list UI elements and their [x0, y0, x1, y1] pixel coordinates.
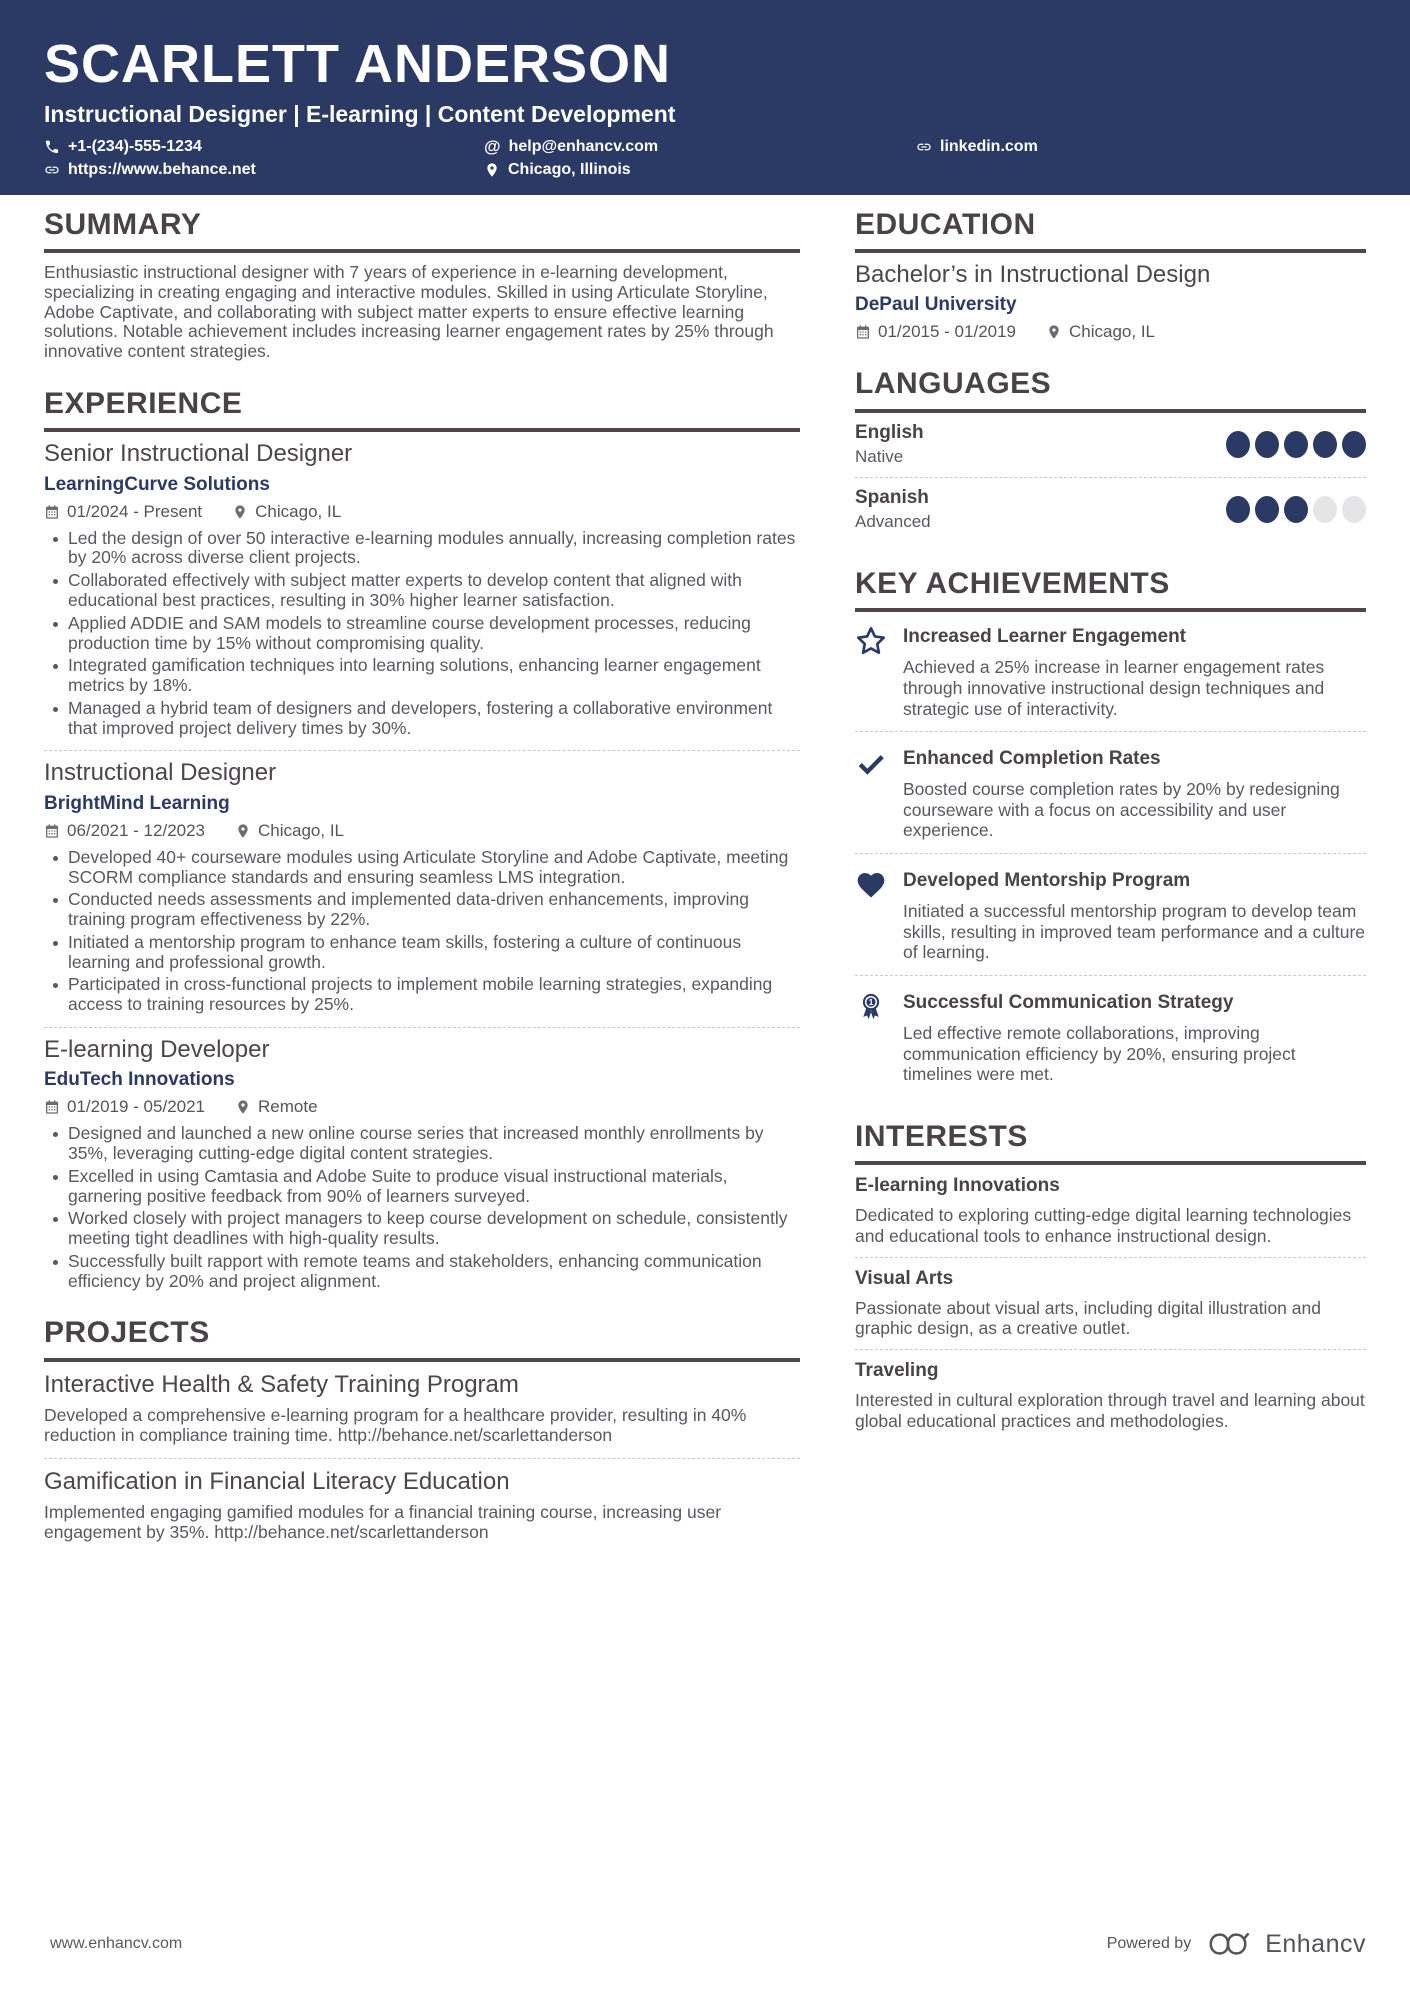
divider [44, 1027, 800, 1028]
powered-by-label: Powered by [1106, 1935, 1192, 1952]
interests-section [855, 1121, 1366, 1431]
phone-number: +1-(234)-555-1234 [68, 137, 202, 155]
language-proficiency-dot [1284, 431, 1308, 458]
language-level: Native [855, 446, 904, 466]
experience-item [44, 760, 800, 1015]
location-pin-icon [235, 823, 251, 839]
bullet-item: Designed and launched a new online course series that increased monthly enrollments by 35%, leveraging cutting-edge digital content strategies. [44, 1124, 800, 1164]
interest-item [855, 1175, 1366, 1246]
language-proficiency-dot [1284, 496, 1308, 523]
interest-item [855, 1268, 1366, 1339]
achievement-title: Enhanced Completion Rates [903, 748, 1161, 770]
job-meta [44, 502, 800, 522]
project-item [44, 1469, 800, 1543]
bullet-item: Collaborated effectively with subject matter experts to develop content that aligned with educational best practices, resulting in 30% higher learner satisfaction. [44, 571, 800, 611]
right-column [855, 209, 1366, 1439]
divider [855, 853, 1366, 854]
language-info [855, 487, 931, 532]
job-dates [44, 821, 205, 841]
header [0, 0, 1410, 195]
contact-linkedin[interactable] [916, 138, 1366, 156]
job-location [232, 502, 341, 522]
language-row [855, 413, 1366, 477]
education-dates [855, 322, 1016, 342]
language-proficiency-dots [1226, 496, 1366, 523]
phone-icon [44, 139, 60, 155]
content [0, 195, 1410, 1551]
interest-title: E-learning Innovations [855, 1175, 1060, 1197]
bullet-item: Worked closely with project managers to keep course development on schedule, consistently meeting tight deadlines with high-quality results. [44, 1209, 800, 1249]
dates-text: 01/2019 - 05/2021 [67, 1097, 206, 1117]
achievement-title: Developed Mentorship Program [903, 870, 1191, 892]
email-address: help@enhancv.com [508, 137, 659, 155]
dates-text: 06/2021 - 12/2023 [67, 820, 206, 840]
headline: Instructional Designer | E-learning | Content Development [44, 100, 676, 127]
summary-text: Enthusiastic instructional designer with 7 years of experience in e-learning development, specializing in creating engaging and interactive modules. Skilled in using Articulate Storyline, Adobe Captivate, and collaborating with subject matter experts to ensure effective learning solutions. Notable achievement includes increasing learner engagement rates by 25% through innovative content strategies. [44, 262, 774, 362]
powered-by [1107, 1929, 1366, 1959]
interest-text: Dedicated to exploring cutting-edge digital learning technologies and educational tools to enhance instructional design. [855, 1205, 1352, 1246]
summary-section [44, 209, 800, 362]
footer [50, 1929, 1366, 1959]
job-meta [44, 1097, 800, 1117]
project-title: Gamification in Financial Literacy Education [44, 1467, 510, 1495]
section-heading-summary: SUMMARY [44, 209, 800, 253]
left-column [44, 209, 800, 1551]
language-proficiency-dot [1255, 431, 1279, 458]
school-name: DePaul University [855, 294, 1017, 316]
language-proficiency-dots [1226, 431, 1366, 458]
divider [855, 975, 1366, 976]
experience-item [44, 1037, 800, 1292]
dates-text: 01/2024 - Present [67, 501, 203, 521]
project-title: Interactive Health & Safety Training Program [44, 1370, 519, 1398]
enhancv-logo-icon[interactable] [1205, 1929, 1251, 1959]
linkedin-url: linkedin.com [940, 137, 1038, 155]
language-proficiency-dot [1313, 496, 1337, 523]
section-heading-languages: LANGUAGES [855, 368, 1366, 412]
section-heading-projects: PROJECTS [44, 1317, 800, 1361]
achievement-content [903, 868, 1366, 963]
bullet-item: Integrated gamification techniques into learning solutions, enhancing learner engagement metrics by 18%. [44, 656, 800, 696]
projects-section [44, 1317, 800, 1542]
bullet-item: Applied ADDIE and SAM models to streamline course development processes, reducing production time by 15% without compromising quality. [44, 614, 800, 654]
website-url: https://www.behance.net [68, 160, 256, 178]
location-text: Chicago, IL [258, 820, 345, 840]
bullet-item: Initiated a mentorship program to enhance team skills, fostering a culture of continuous learning and professional growth. [44, 933, 800, 973]
job-bullets [44, 1124, 800, 1291]
education-section [855, 209, 1366, 343]
education-meta [855, 322, 1366, 342]
language-proficiency-dot [1342, 496, 1366, 523]
calendar-icon [44, 504, 60, 520]
achievement-item [855, 856, 1366, 973]
section-heading-interests: INTERESTS [855, 1121, 1366, 1165]
location-pin-icon [1046, 324, 1062, 340]
bullet-item: Successfully built rapport with remote teams and stakeholders, enhancing communication efficiency by 20% and project alignment. [44, 1252, 800, 1292]
achievement-text: Led effective remote collaborations, improving communication efficiency by 20%, ensuring project timelines were met. [903, 1023, 1296, 1085]
bullet-item: Excelled in using Camtasia and Adobe Suite to produce visual instructional materials, garnering positive feedback from 90% of learners surveyed. [44, 1167, 800, 1207]
location-pin-icon [235, 1099, 251, 1115]
achievement-title: Successful Communication Strategy [903, 992, 1234, 1014]
contact-location [484, 161, 916, 179]
checkmark-icon [855, 746, 889, 841]
enhancv-brand-name[interactable]: Enhancv [1265, 1929, 1366, 1958]
job-bullets [44, 529, 800, 739]
language-proficiency-dot [1255, 496, 1279, 523]
divider [44, 1458, 800, 1459]
job-dates [44, 1097, 205, 1117]
experience-section [44, 388, 800, 1291]
contact-bar [44, 138, 1366, 179]
interest-item [855, 1360, 1366, 1431]
languages-section [855, 368, 1366, 541]
section-heading-achievements: KEY ACHIEVEMENTS [855, 568, 1366, 612]
achievement-text: Boosted course completion rates by 20% by redesigning courseware with a focus on accessibility and user experience. [903, 779, 1340, 841]
experience-item [44, 441, 800, 738]
link-icon [916, 139, 932, 155]
location-text: Chicago, Illinois [508, 160, 631, 178]
job-title: Instructional Designer [44, 759, 277, 787]
star-icon [855, 624, 889, 719]
interest-text: Passionate about visual arts, including digital illustration and graphic design, as a creative outlet. [855, 1297, 1321, 1339]
achievement-title: Increased Learner Engagement [903, 626, 1186, 648]
location-pin-icon [232, 504, 248, 520]
language-level: Advanced [855, 511, 931, 531]
project-item [44, 1372, 800, 1446]
interest-text: Interested in cultural exploration through travel and learning about global educational practices and methodologies. [855, 1389, 1365, 1431]
dates-text: 01/2015 - 01/2019 [878, 322, 1017, 342]
job-location [235, 1097, 318, 1117]
divider [855, 1349, 1366, 1350]
job-title: Senior Instructional Designer [44, 440, 353, 468]
achievement-text: Initiated a successful mentorship program to develop team skills, resulting in improved team performance and a culture of learning. [903, 901, 1366, 963]
contact-website[interactable] [44, 161, 484, 179]
interest-title: Traveling [855, 1359, 939, 1381]
location-text: Remote [258, 1097, 318, 1117]
at-icon: @ [484, 137, 501, 157]
language-info [855, 422, 924, 467]
section-heading-experience: EXPERIENCE [44, 388, 800, 432]
location-text: Chicago, IL [1069, 322, 1156, 342]
contact-phone[interactable] [44, 138, 484, 156]
calendar-icon [44, 1099, 60, 1115]
medal-icon [855, 990, 889, 1085]
bullet-item: Managed a hybrid team of designers and developers, fostering a collaborative environment that improved project delivery times by 30%. [44, 699, 800, 739]
divider [44, 750, 800, 751]
job-bullets [44, 848, 800, 1015]
job-location [235, 821, 344, 841]
footer-website-link[interactable]: www.enhancv.com [50, 1935, 183, 1952]
language-proficiency-dot [1226, 431, 1250, 458]
calendar-icon [44, 823, 60, 839]
heart-icon [855, 868, 889, 963]
company-name: BrightMind Learning [44, 792, 230, 814]
achievements-section [855, 568, 1366, 1095]
job-title: E-learning Developer [44, 1035, 270, 1063]
person-name: SCARLETT ANDERSON [44, 34, 672, 94]
language-name: Spanish [855, 486, 929, 508]
section-heading-education: EDUCATION [855, 209, 1366, 253]
bullet-item: Participated in cross-functional projects to implement mobile learning strategies, expanding access to training resources by 25%. [44, 975, 800, 1015]
language-row [855, 478, 1366, 542]
achievement-content [903, 990, 1366, 1085]
company-name: LearningCurve Solutions [44, 473, 270, 495]
bullet-item: Conducted needs assessments and implemented data-driven enhancements, improving training program effectiveness by 22%. [44, 890, 800, 930]
bullet-item: Led the design of over 50 interactive e-learning modules annually, increasing completion rates by 20% across diverse client projects. [44, 529, 800, 569]
calendar-icon [855, 324, 871, 340]
achievement-content [903, 624, 1366, 719]
job-dates [44, 502, 202, 522]
company-name: EduTech Innovations [44, 1069, 235, 1091]
location-text: Chicago, IL [255, 501, 342, 521]
contact-email[interactable] [484, 138, 916, 156]
project-description: Developed a comprehensive e-learning program for a healthcare provider, resulting in 40% reduction in compliance training time. http://behance.net/scarlettanderson [44, 1405, 747, 1445]
language-proficiency-dot [1342, 431, 1366, 458]
achievement-item [855, 978, 1366, 1095]
achievement-content [903, 746, 1366, 841]
project-description: Implemented engaging gamified modules for a financial training course, increasing user engagement by 35%. http://behance.net/scarlettanderson [44, 1502, 722, 1542]
bullet-item: Developed 40+ courseware modules using Articulate Storyline and Adobe Captivate, meeting SCORM compliance standards and ensuring seamless LMS integration. [44, 848, 800, 888]
education-location [1046, 322, 1155, 342]
divider [855, 1257, 1366, 1258]
achievement-text: Achieved a 25% increase in learner engagement rates through innovative instructional design techniques and strategic use of interactivity. [903, 657, 1325, 719]
location-pin-icon [484, 162, 500, 178]
language-proficiency-dot [1313, 431, 1337, 458]
language-name: English [855, 421, 924, 443]
link-icon [44, 162, 60, 178]
svg-text:1: 1 [868, 997, 874, 1008]
job-meta [44, 821, 800, 841]
degree-title: Bachelor’s in Instructional Design [855, 261, 1211, 289]
interest-title: Visual Arts [855, 1267, 954, 1289]
language-proficiency-dot [1226, 496, 1250, 523]
achievement-item [855, 734, 1366, 851]
achievement-item [855, 612, 1366, 729]
divider [855, 731, 1366, 732]
